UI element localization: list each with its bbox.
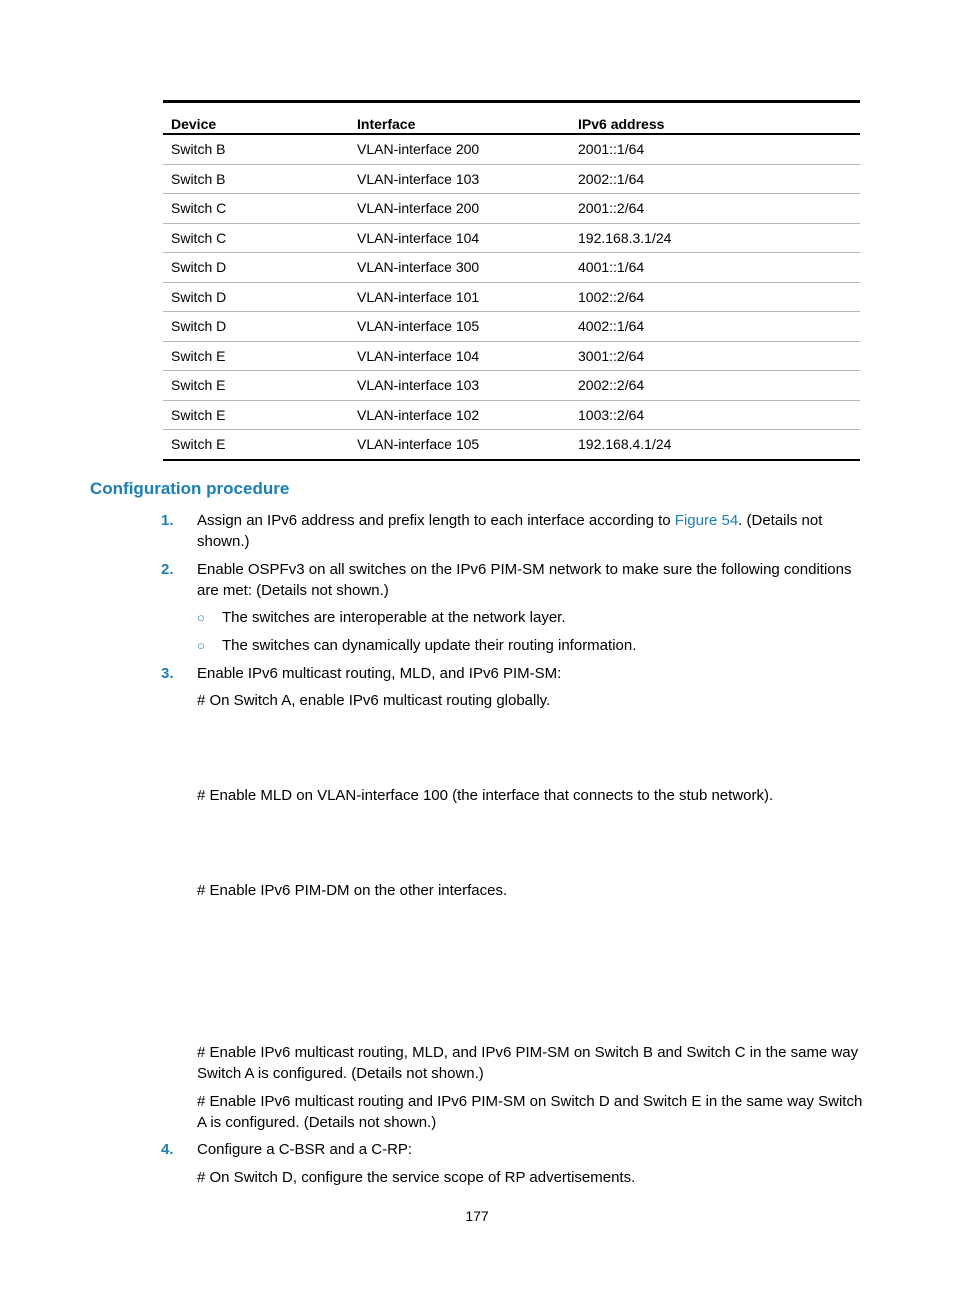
header-device: Device: [163, 102, 349, 135]
table-row: [163, 253, 860, 283]
cell-device: Switch D: [163, 253, 349, 283]
step-number: 2.: [161, 561, 174, 578]
cell-ipv6-address: 3001::2/64: [570, 341, 860, 371]
cell-device: Switch C: [163, 194, 349, 224]
step-number: 1.: [161, 512, 174, 529]
table-row: [163, 164, 860, 194]
cell-ipv6-address: 1003::2/64: [570, 400, 860, 430]
cell-device: Switch E: [163, 341, 349, 371]
table-row: [163, 371, 860, 401]
step-text: [197, 510, 867, 552]
header-interface: Interface: [349, 102, 570, 135]
cell-ipv6-address: 2001::2/64: [570, 194, 860, 224]
table-row: [163, 194, 860, 224]
table-row: [163, 430, 860, 460]
bullet-text: The switches can dynamically update their routing information.: [222, 637, 637, 654]
section-heading: Configuration procedure: [90, 479, 290, 498]
cell-device: Switch C: [163, 223, 349, 253]
cell-device: Switch D: [163, 282, 349, 312]
cell-device: Switch E: [163, 371, 349, 401]
cell-device: Switch B: [163, 134, 349, 164]
cell-interface: VLAN-interface 105: [349, 430, 570, 460]
cell-ipv6-address: 192.168.4.1/24: [570, 430, 860, 460]
cell-interface: VLAN-interface 200: [349, 134, 570, 164]
instruction-paragraph: # On Switch D, configure the service scope of RP advertisements.: [197, 1169, 636, 1186]
instruction-paragraph: # Enable IPv6 multicast routing and IPv6 PIM-SM on Switch D and Switch E in the same way Switch A is configured. (Details not shown.): [197, 1093, 863, 1131]
header-ipv6-address: IPv6 address: [570, 102, 860, 135]
cell-interface: VLAN-interface 104: [349, 341, 570, 371]
cell-interface: VLAN-interface 102: [349, 400, 570, 430]
cell-interface: VLAN-interface 105: [349, 312, 570, 342]
cell-ipv6-address: 2002::2/64: [570, 371, 860, 401]
table-row: [163, 282, 860, 312]
figure-link[interactable]: Figure 54: [674, 512, 739, 529]
bullet-icon: ○: [197, 610, 205, 625]
table-row: [163, 312, 860, 342]
table-row: [163, 400, 860, 430]
cell-interface: VLAN-interface 300: [349, 253, 570, 283]
step-text: Enable OSPFv3 on all switches on the IPv6 PIM-SM network to make sure the following conditions are met: (Details not shown.): [197, 561, 852, 599]
instruction-paragraph: # Enable IPv6 multicast routing, MLD, and IPv6 PIM-SM on Switch B and Switch C in the same way Switch A is configured. (Details not shown.): [197, 1044, 859, 1082]
step-text-part: Assign an IPv6 address and prefix length to each interface according to: [197, 512, 675, 529]
page-number: 177: [465, 1208, 489, 1224]
bullet-icon: ○: [197, 638, 205, 653]
cell-ipv6-address: 4001::1/64: [570, 253, 860, 283]
cell-interface: VLAN-interface 104: [349, 223, 570, 253]
step-text: Enable IPv6 multicast routing, MLD, and IPv6 PIM-SM:: [197, 665, 562, 682]
step-number: 3.: [161, 665, 174, 682]
step-number: 4.: [161, 1141, 174, 1158]
step-text-part: . (Details not shown.): [197, 512, 823, 550]
cell-ipv6-address: 2002::1/64: [570, 164, 860, 194]
cell-interface: VLAN-interface 103: [349, 371, 570, 401]
instruction-paragraph: # On Switch A, enable IPv6 multicast routing globally.: [197, 692, 551, 709]
step-text: Configure a C-BSR and a C-RP:: [197, 1141, 413, 1158]
cell-device: Switch E: [163, 400, 349, 430]
cell-ipv6-address: 2001::1/64: [570, 134, 860, 164]
cell-ipv6-address: 192.168.3.1/24: [570, 223, 860, 253]
cell-interface: VLAN-interface 103: [349, 164, 570, 194]
cell-interface: VLAN-interface 200: [349, 194, 570, 224]
table-header-row: [163, 102, 860, 135]
cell-ipv6-address: 1002::2/64: [570, 282, 860, 312]
cell-ipv6-address: 4002::1/64: [570, 312, 860, 342]
instruction-paragraph: # Enable IPv6 PIM-DM on the other interfaces.: [197, 882, 508, 899]
bullet-text: The switches are interoperable at the network layer.: [222, 609, 566, 626]
ipv6-address-table: [163, 100, 860, 461]
table-body: [163, 134, 860, 460]
cell-device: Switch E: [163, 430, 349, 460]
cell-interface: VLAN-interface 101: [349, 282, 570, 312]
instruction-paragraph: # Enable MLD on VLAN-interface 100 (the interface that connects to the stub network).: [197, 787, 774, 804]
table-row: [163, 223, 860, 253]
cell-device: Switch B: [163, 164, 349, 194]
cell-device: Switch D: [163, 312, 349, 342]
table-row: [163, 134, 860, 164]
table-row: [163, 341, 860, 371]
